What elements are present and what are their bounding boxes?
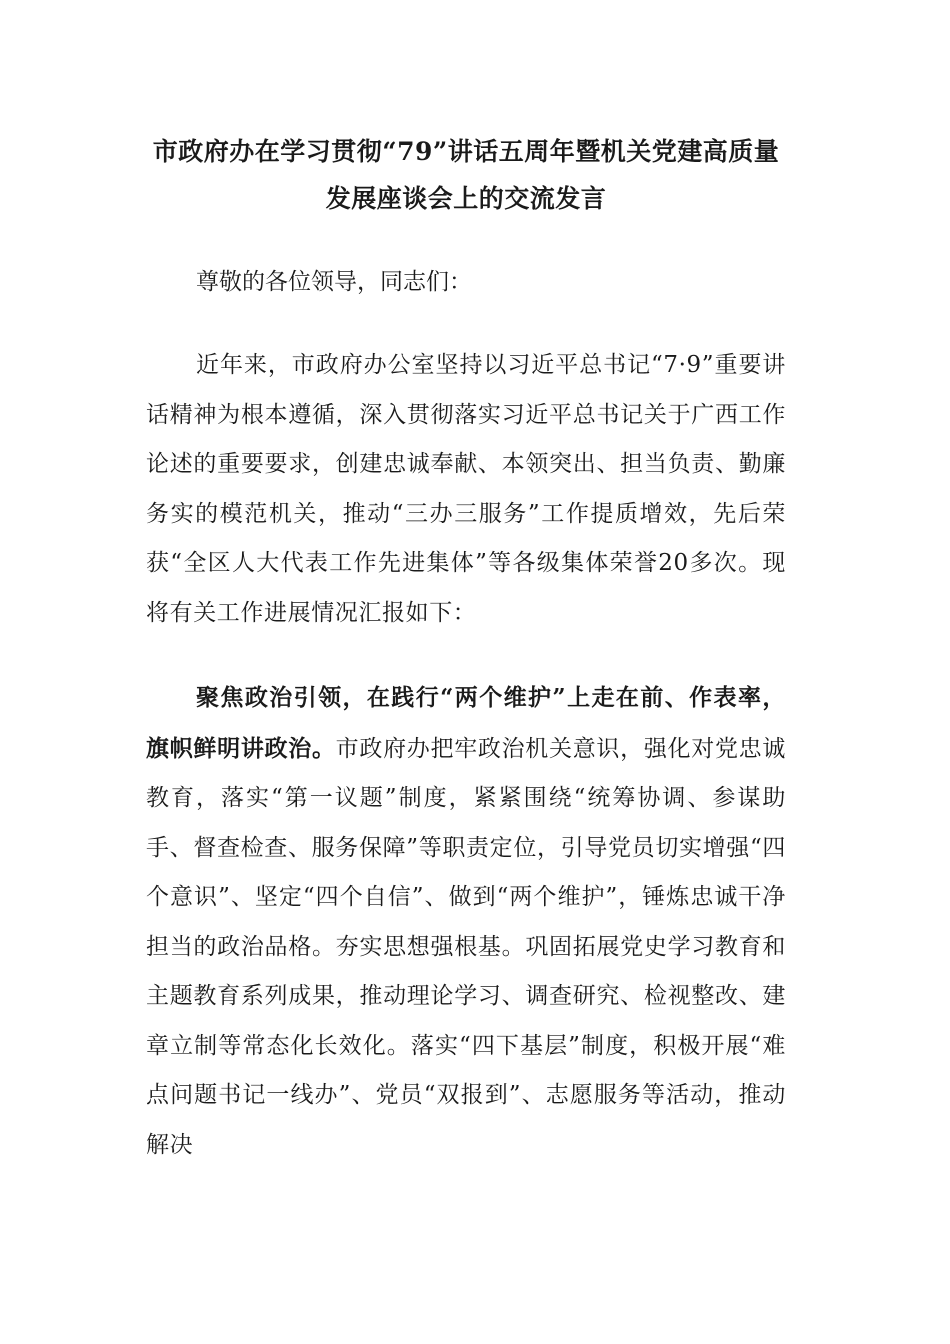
paragraph-political-leadership [146, 673, 786, 1170]
paragraph-intro: 近年来，市政府办公室坚持以习近平总书记“7·9”重要讲话精神为根本遵循，深入贯彻落实习近平总书记关于广西工作论述的重要要求，创建忠诚奉献、本领突出、担当负责、勤廉务实的模范机关，推动“三办三服务”工作提质增效，先后荣获“全区人大代表工作先进集体”等各级集体荣誉20多次。现将有关工作进展情况汇报如下： [146, 352, 786, 626]
greeting: 尊敬的各位领导，同志们： [196, 269, 472, 295]
document-page [146, 128, 786, 1170]
paragraph-lead: 聚焦政治引领，在践行“两个维护”上走在前、作表率，旗帜鲜明讲政治。 [146, 684, 786, 762]
paragraph-body: 市政府办把牢政治机关意识，强化对党忠诚教育，落实“第一议题”制度，紧紧围绕“统筹协调、参谋助手、督查检查、服务保障”等职责定位，引导党员切实增强“四个意识”、坚定“四个自信”、做到“两个维护”，锤炼忠诚干净担当的政治品格。夯实思想强根基。巩固拓展党史学习教育和主题教育系列成果，推动理论学习、调查研究、检视整改、建章立制等常态化长效化。落实“四下基层”制度，积极开展“难点问题书记一线办”、党员“双报到”、志愿服务等活动，推动解决 [146, 735, 786, 1158]
title-line-2: 发展座谈会上的交流发言 [325, 184, 607, 213]
document-title [146, 128, 786, 222]
title-line-1: 市政府办在学习贯彻“79”讲话五周年暨机关党建高质量 [152, 137, 780, 166]
